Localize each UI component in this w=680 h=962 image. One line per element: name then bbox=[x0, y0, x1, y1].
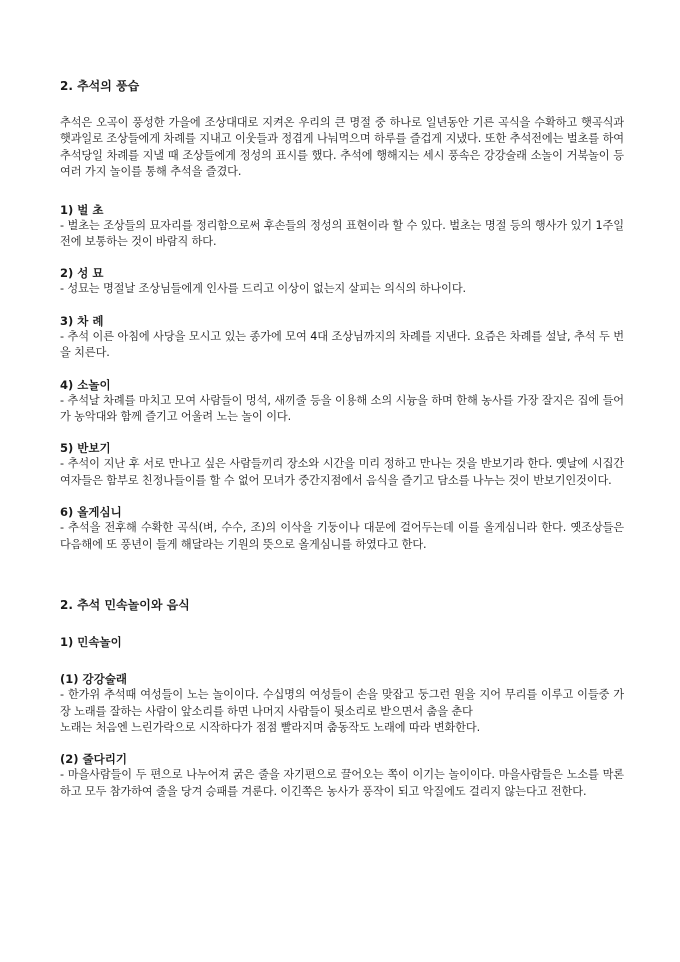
subsection-title-folk-games: 1) 민속놀이 bbox=[60, 635, 122, 650]
item-text-seongmyo: - 성묘는 명절날 조상님들에게 인사를 드리고 이상이 없는지 살피는 의식의 하나이다. bbox=[60, 282, 466, 296]
item-text-charye: - 추석 이른 아침에 사당을 모시고 있는 종가에 모여 4대 조상님까지의 차례를 지낸다. 요즘은 차례를 설날, 추석 두 번을 치른다. bbox=[60, 329, 624, 360]
item-text-sonori: - 추석날 차례를 마치고 모여 사람들이 멍석, 새끼줄 등을 이용해 소의 시늉을 하며 한해 농사를 가장 잘지은 집에 들어가 농악대와 함께 즐기고 어울려 노는 놀이 이다. bbox=[60, 393, 624, 424]
item-title-juldarigi: (2) 줄다리기 bbox=[60, 752, 127, 767]
item-text-juldarigi: - 마을사람들이 두 편으로 나누어져 굵은 줄을 자기편으로 끌어오는 쪽이 이기는 놀이이다. 마을사람들은 노소를 막론하고 모두 참가하여 줄을 당겨 승패를 겨룬다. 이긴쪽은 농사가 풍작이 되고 악질에도 걸리지 않는다고 전한다. bbox=[60, 768, 624, 798]
item-title-seongmyo: 2) 성 묘 bbox=[60, 266, 104, 281]
item-text-ganggangsullae-2: 노래는 처음엔 느린가락으로 시작하다가 점점 빨라지며 춤동작도 노래에 따라 변화한다. bbox=[60, 720, 481, 734]
section-2-title: 2. 추석 민속놀이와 음식 bbox=[60, 598, 190, 613]
item-text-ganggangsullae: - 한가위 추석때 여성들이 노는 놀이이다. 수십명의 여성들이 손을 맞잡고 둥그런 원을 지어 무리를 이루고 이들중 가장 노래를 잘하는 사람이 앞소리를 하면 나머지 사람들이 뒷소리로 받으면서 춤을 춘다 bbox=[60, 688, 624, 718]
item-text-banbogi: - 추석이 지난 후 서로 만나고 싶은 사람들끼리 장소와 시간을 미리 정하고 만나는 것을 반보기라 한다. 옛날에 시집간 여자들은 함부로 친정나들이를 할 수 없어 모녀가 중간지점에서 음식을 즐기고 담소를 나누는 것이 반보기인것이다. bbox=[60, 457, 624, 487]
item-title-beolcho: 1) 벌 초 bbox=[60, 202, 104, 217]
section-1-intro: 추석은 오곡이 풍성한 가을에 조상대대로 지켜온 우리의 큰 명절 중 하나로 일년동안 기른 곡식을 수확하고 햇곡식과 햇과일로 조상들에게 차례를 지내고 이웃들과 정겹게 나눠먹으며 하루를 즐겁게 지냈다. 또한 추석전에는 벌초를 하여 추석당일 차례를 지낼 때 조상들에게 정성의 표시를 했다. 추석에 행해지는 세시 풍속은 강강술래 소놀이 거북놀이 등 여러 가지 놀이를 통해 추석을 즐겼다. bbox=[60, 116, 624, 179]
item-title-ganggangsullae: (1) 강강술래 bbox=[60, 672, 127, 687]
section-1-title: 2. 추석의 풍습 bbox=[60, 79, 140, 93]
item-title-sonori: 4) 소놀이 bbox=[60, 377, 111, 392]
item-title-olgesimni: 6) 올게심니 bbox=[60, 505, 122, 520]
item-title-charye: 3) 차 례 bbox=[60, 313, 104, 328]
document-page bbox=[60, 78, 624, 800]
item-title-banbogi: 5) 반보기 bbox=[60, 441, 111, 456]
item-text-olgesimni: - 추석을 전후해 수확한 곡식(벼, 수수, 조)의 이삭을 기둥이나 대문에 걸어두는데 이를 올게심니라 한다. 옛조상들은 다음해에 또 풍년이 들게 해달라는 기원의 뜻으로 올게심니를 하였다고 한다. bbox=[60, 521, 624, 551]
item-text-beolcho: - 벌초는 조상들의 묘자리를 정리함으로써 후손들의 정성의 표현이라 할 수 있다. 벌초는 명절 등의 행사가 있기 1주일 전에 보통하는 것이 바람직 하다. bbox=[60, 218, 624, 249]
